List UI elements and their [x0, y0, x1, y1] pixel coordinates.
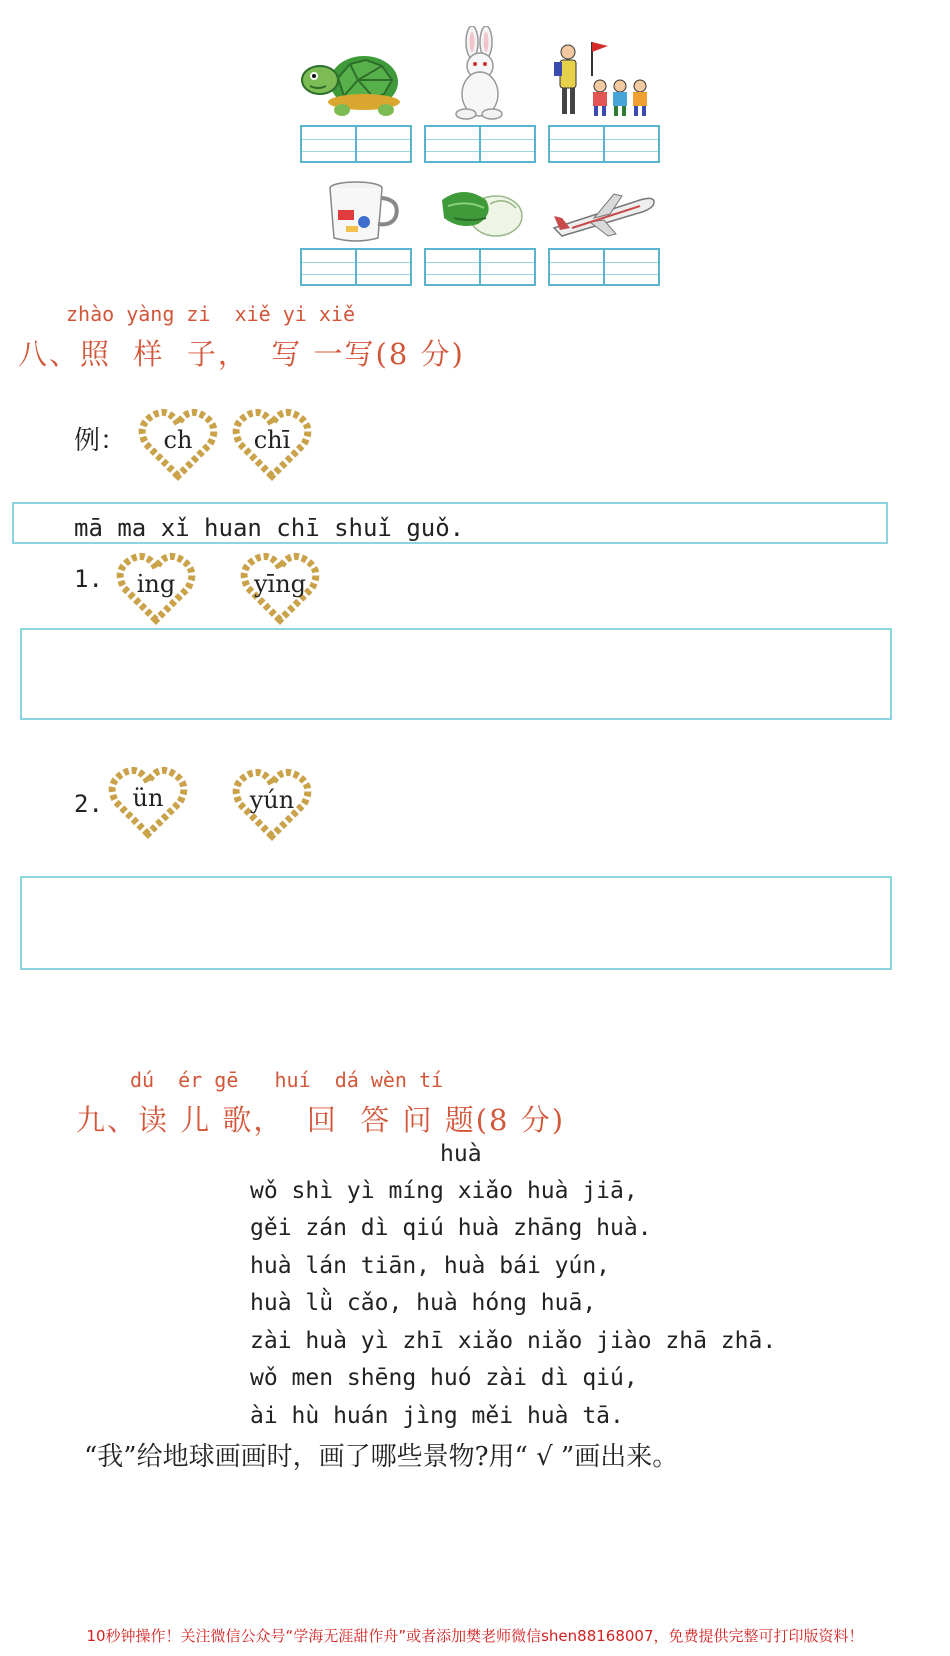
heart-example-2 [232, 408, 312, 482]
heart-item1-1 [116, 552, 196, 626]
heart-item1-2 [240, 552, 320, 626]
heart-label: ün [132, 784, 164, 812]
poem-line-2: gěi zán dì qiú huà zhāng huà. [250, 1215, 652, 1241]
writing-box-teacher[interactable] [548, 125, 660, 163]
heart-item2-2 [232, 768, 312, 842]
heart-label: yīng [253, 570, 307, 598]
poem-line-5: zài huà yì zhī xiǎo niǎo jiào zhā zhā. [250, 1328, 777, 1354]
section8-pinyin: zhào yàng zi xiě yi xiě [66, 302, 355, 326]
heart-label: ing [136, 570, 176, 598]
example-sentence: mā ma xǐ huan chī shuǐ guǒ. [74, 514, 465, 542]
poem-title: huà [440, 1141, 482, 1167]
section9-pinyin: dú ér gē huí dá wèn tí [130, 1068, 444, 1092]
footer-notice: 10秒钟操作！关注微信公众号“学海无涯甜作舟”或者添加樊老师微信shen88168007，免费提供完整可打印版资料！ [86, 1627, 864, 1645]
teacher-children-picture [548, 36, 660, 126]
section8-heading: 八、照 样 子， 写 一写(8 分) [18, 337, 465, 371]
example-label: 例： [74, 426, 127, 456]
heart-item2-1 [108, 766, 188, 840]
writing-box-cup[interactable] [300, 248, 412, 286]
section9-question: “我”给地球画画时，画了哪些景物?用“ √ ”画出来。 [84, 1442, 679, 1472]
section9-heading: 九、读 儿 歌， 回 答 问 题(8 分) [76, 1103, 566, 1137]
writing-box-rabbit[interactable] [424, 125, 536, 163]
poem-line-7: ài hù huán jìng měi huà tā. [250, 1403, 624, 1429]
rabbit-picture [424, 26, 536, 116]
poem-line-6: wǒ men shēng huó zài dì qiú, [250, 1365, 638, 1391]
example-answer-box [12, 502, 888, 544]
item1-number: 1. [74, 565, 103, 593]
heart-label: ch [163, 426, 193, 454]
writing-box-turtle[interactable] [300, 125, 412, 163]
turtle-picture [298, 32, 410, 122]
poem-line-4: huà lǜ cǎo, huà hóng huā, [250, 1290, 597, 1316]
item1-answer-box[interactable] [20, 628, 892, 720]
poem-line-1: wǒ shì yì míng xiǎo huà jiā, [250, 1178, 638, 1204]
writing-box-airplane[interactable] [548, 248, 660, 286]
item2-number: 2. [74, 790, 103, 818]
heart-label: yún [249, 786, 295, 814]
writing-box-cabbage[interactable] [424, 248, 536, 286]
heart-example-1 [138, 408, 218, 482]
heart-label: chī [253, 426, 291, 454]
item2-answer-box[interactable] [20, 876, 892, 970]
poem-line-3: huà lán tiān, huà bái yún, [250, 1253, 611, 1279]
